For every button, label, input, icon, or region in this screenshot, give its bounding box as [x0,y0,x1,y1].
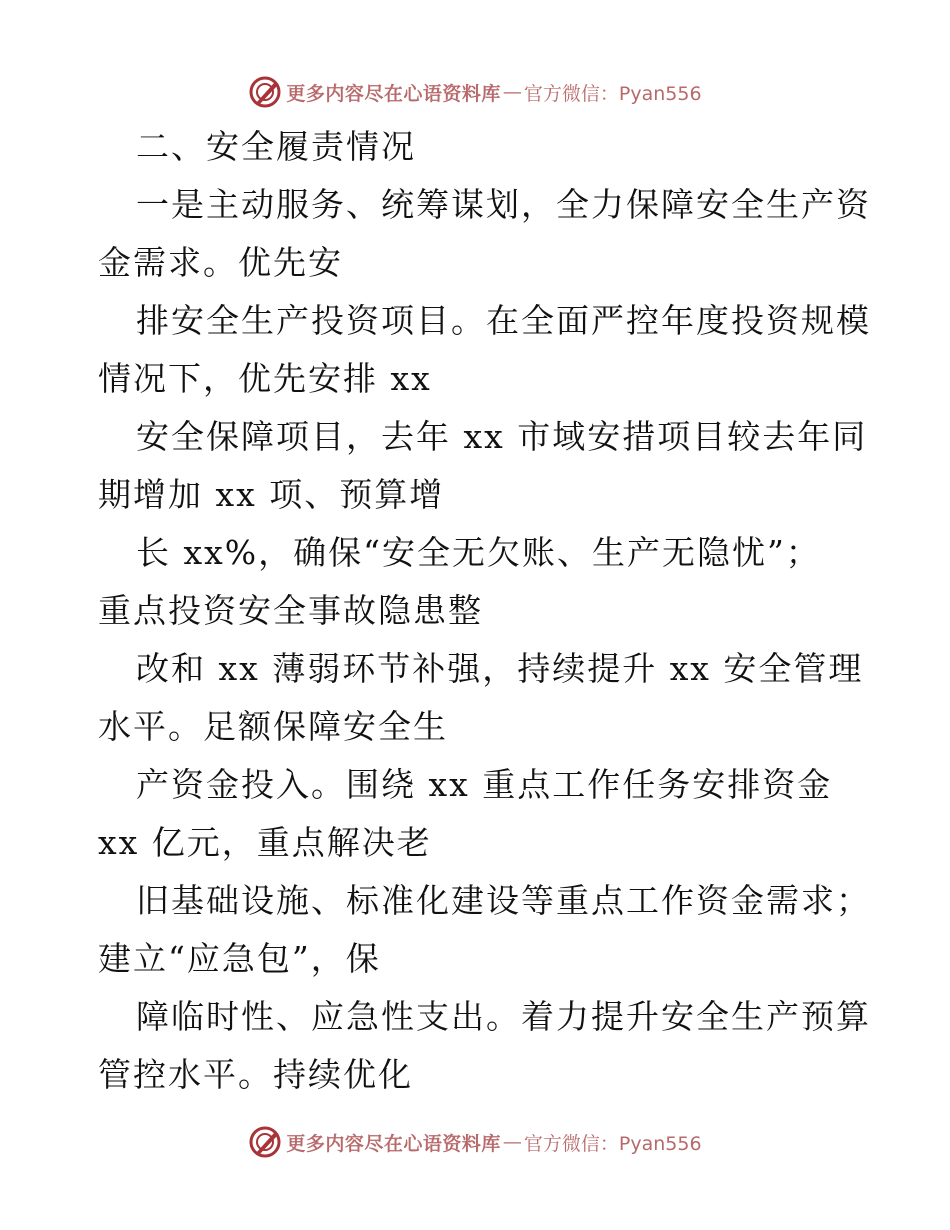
body-line: 排安全生产投资项目。在全面严控年度投资规模 [136,301,871,340]
section-heading: 二、安全履责情况 [136,127,416,166]
pen-logo-icon [248,1125,282,1159]
footer-separator: — [502,1131,522,1153]
body-line: 安全保障项目，去年 xx 市域安措项目较去年同 [136,417,868,456]
body-line: 管控水平。持续优化 [98,1055,413,1094]
document-body [98,118,871,1104]
header-separator: — [502,81,522,103]
body-line: 产资金投入。围绕 xx 重点工作任务安排资金 [136,765,833,804]
body-line: xx 亿元，重点解决老 [98,823,432,862]
body-line: 改和 xx 薄弱环节补强，持续提升 xx 安全管理 [136,649,864,688]
footer-watermark [0,1122,950,1162]
body-line: 重点投资安全事故隐患整 [98,591,483,630]
footer-site-name: 更多内容尽在心语资料库 [286,1132,501,1155]
header-contact: 官方微信：Pyan556 [523,82,702,105]
body-line: 一是主动服务、统筹谋划，全力保障安全生产资 [136,185,871,224]
body-line: 水平。足额保障安全生 [98,707,448,746]
body-line: 长 xx%，确保“安全无欠账、生产无隐忧”； [136,533,821,572]
footer-contact: 官方微信：Pyan556 [523,1132,702,1155]
body-line: 情况下，优先安排 xx [98,359,432,398]
body-line: 期增加 xx 项、预算增 [98,475,445,514]
pen-logo-icon [248,75,282,109]
body-line: 障临时性、应急性支出。着力提升安全生产预算 [136,997,871,1036]
header-site-name: 更多内容尽在心语资料库 [286,82,501,105]
body-line: 金需求。优先安 [98,243,343,282]
body-line: 旧基础设施、标准化建设等重点工作资金需求； [136,881,871,920]
body-line: 建立“应急包”，保 [98,939,381,978]
header-watermark [0,72,950,112]
